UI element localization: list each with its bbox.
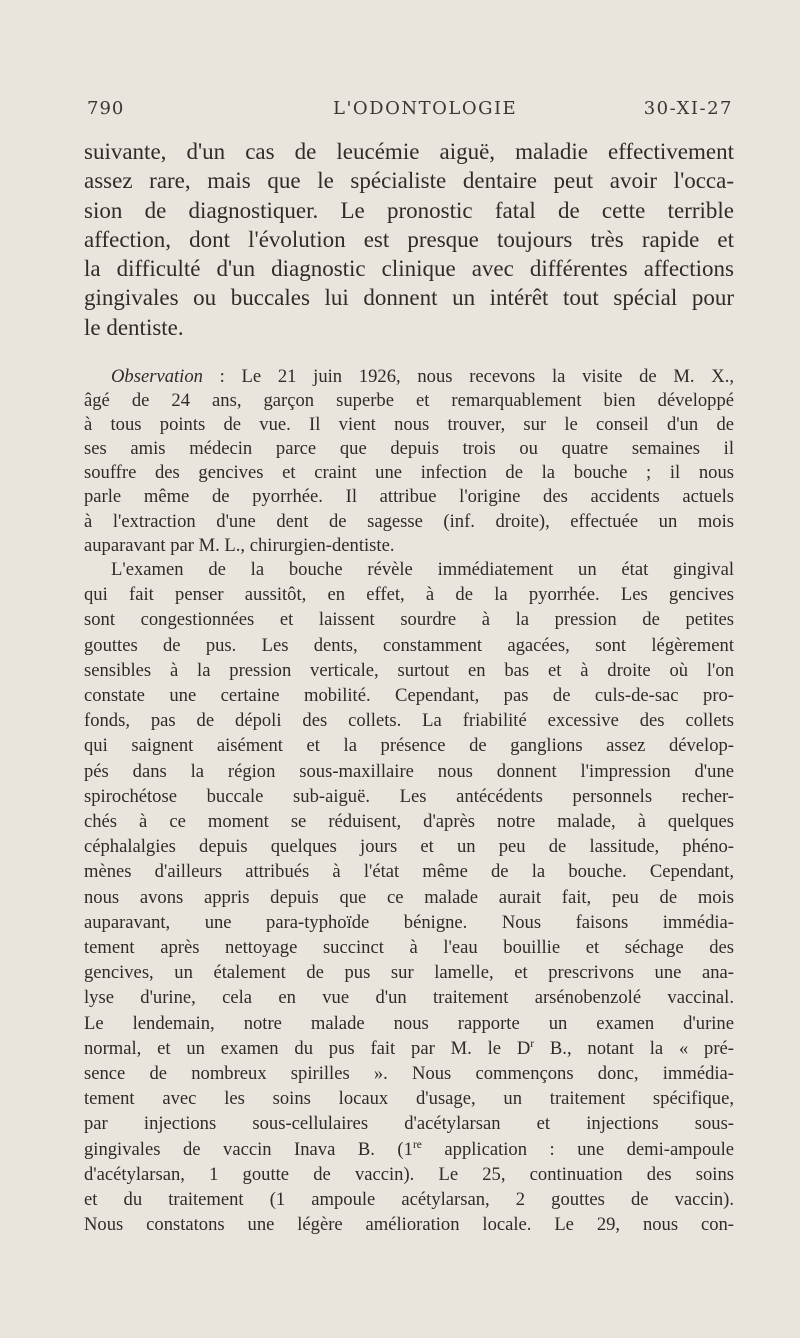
text-line: gouttes de pus. Les dents, constamment agacées, sont légèrement — [84, 634, 734, 656]
text-line: d'acétylarsan, 1 goutte de vaccin). Le 25, continuation des soins — [84, 1163, 734, 1185]
text-line: céphalalgies depuis quelques jours et un peu de lassitude, phéno- — [84, 836, 734, 858]
text-line: qui fait penser aussitôt, en effet, à de la pyorrhée. Les gencives — [84, 584, 734, 606]
text-line: parle même de pyorrhée. Il attribue l'origine des accidents actuels — [84, 486, 734, 508]
text-line: sence de nombreux spirilles ». Nous commençons donc, immédia- — [84, 1063, 734, 1085]
text-line: nous avons appris depuis que ce malade aurait fait, peu de mois — [84, 886, 734, 908]
text-line — [84, 1137, 734, 1162]
text-line: auparavant, une para-typhoïde bénigne. Nous faisons immédia- — [84, 911, 734, 933]
text-line — [84, 1036, 734, 1061]
text-line: Nous constatons une légère amélioration locale. Le 29, nous con- — [84, 1214, 734, 1236]
text-line: par injections sous-cellulaires d'acétylarsan et injections sous- — [84, 1113, 734, 1135]
text-line: L'examen de la bouche révèle immédiatement un état gingival — [111, 559, 734, 580]
text-line: la difficulté d'un diagnostic clinique avec différentes affections — [84, 256, 734, 282]
text-line: constate une certaine mobilité. Cependant, pas de culs-de-sac pro- — [84, 685, 734, 707]
text-line: sensibles à la pression verticale, surtout en bas et à droite où l'on — [84, 659, 734, 681]
text-line: ses amis médecin parce que depuis trois ou quatre semaines il — [84, 438, 734, 460]
paragraph-intro — [84, 137, 734, 342]
text-fragment: application : une demi-ampoule — [421, 1138, 734, 1160]
text-fragment: B., notant la « pré- — [534, 1037, 734, 1059]
text-fragment: gingivales de vaccin Inava B. (1 — [84, 1138, 413, 1160]
text-line: à l'extraction d'une dent de sagesse (inf. droite), effectuée un mois — [84, 510, 734, 532]
superscript: re — [412, 1138, 422, 1151]
text-line: sont congestionnées et laissent sourdre à la pression de petites — [84, 609, 734, 631]
running-title: L'ODONTOLOGIE — [333, 98, 518, 119]
text-line: le dentiste. — [84, 314, 184, 340]
text-line — [84, 365, 734, 389]
text-line: fonds, pas de dépoli des collets. La friabilité excessive des collets — [84, 710, 734, 732]
paragraph-observation — [84, 365, 734, 558]
paragraph-examination — [84, 557, 734, 1237]
text-line: Le lendemain, notre malade nous rapporte un examen d'urine — [84, 1012, 734, 1034]
issue-date: 30-XI-27 — [643, 98, 733, 119]
text-line: mènes d'ailleurs attribués à l'état même de la bouche. Cependant, — [84, 861, 734, 883]
text-line: affection, dont l'évolution est presque toujours très rapide et — [84, 226, 734, 252]
text-line: gingivales ou buccales lui donnent un intérêt tout spécial pour — [84, 285, 734, 311]
text-line: chés à ce moment se réduisent, d'après notre malade, à quelques — [84, 811, 734, 833]
text-line: lyse d'urine, cela en vue d'un traitement arsénobenzolé vaccinal. — [84, 987, 734, 1009]
text-fragment: : Le 21 juin 1926, nous recevons la visite de M. X., — [202, 366, 734, 387]
text-line: tement avec les soins locaux d'usage, un traitement spécifique, — [84, 1088, 734, 1110]
text-line: suivante, d'un cas de leucémie aiguë, maladie effectivement — [84, 139, 734, 164]
text-line: qui saignent aisément et la présence de ganglions assez dévelop- — [84, 735, 734, 757]
text-line: assez rare, mais que le spécialiste dentaire peut avoir l'occa- — [84, 168, 734, 194]
observation-label: Observation — [111, 366, 203, 387]
text-line: et du traitement (1 ampoule acétylarsan, 2 gouttes de vaccin). — [84, 1189, 734, 1211]
text-line: spirochétose buccale sub-aiguë. Les antécédents personnels recher- — [84, 785, 734, 807]
text-line: gencives, un étalement de pus sur lamelle, et prescrivons une ana- — [84, 962, 734, 984]
text-line: sion de diagnostiquer. Le pronostic fatal de cette terrible — [84, 197, 734, 223]
text-line: pés dans la région sous-maxillaire nous donnent l'impression d'une — [84, 760, 734, 782]
text-line: tement après nettoyage succinct à l'eau bouillie et séchage des — [84, 937, 734, 959]
text-line: à tous points de vue. Il vient nous trouver, sur le conseil d'un de — [84, 414, 734, 436]
page-number: 790 — [87, 98, 125, 119]
superscript: r — [530, 1037, 535, 1050]
text-line: auparavant par M. L., chirurgien-dentiste. — [84, 534, 395, 556]
text-fragment: normal, et un examen du pus fait par M. le D — [84, 1037, 531, 1059]
text-line: âgé de 24 ans, garçon superbe et remarquablement bien développé — [84, 390, 734, 412]
text-line: souffre des gencives et craint une infection de la bouche ; il nous — [84, 462, 734, 484]
